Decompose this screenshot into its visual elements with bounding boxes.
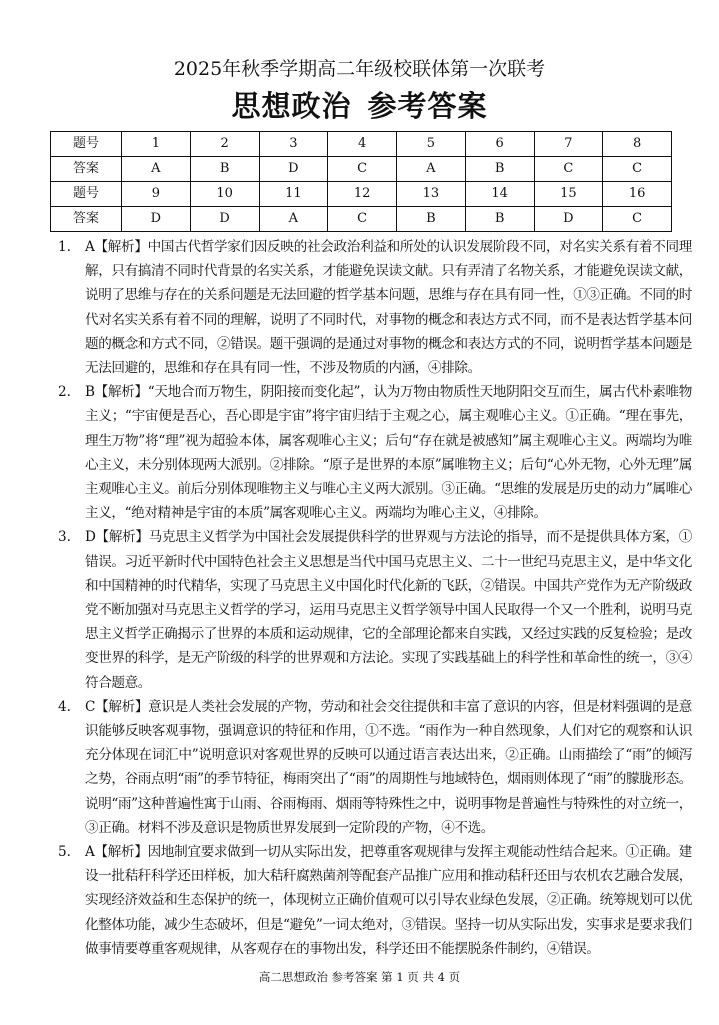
answer-table-body	[51, 132, 672, 232]
question-number: 12	[328, 182, 397, 207]
answer-letter: D	[534, 207, 603, 232]
question-number: 11	[259, 182, 328, 207]
item-number: 4.	[58, 698, 71, 715]
page-title	[0, 89, 719, 123]
question-number: 10	[190, 182, 259, 207]
question-number: 15	[534, 182, 603, 207]
answer-letter: A	[259, 207, 328, 232]
question-row	[51, 132, 672, 157]
answer-table	[50, 131, 672, 232]
question-number: 5	[397, 132, 466, 157]
item-number: 2.	[58, 384, 71, 401]
item-number: 3.	[58, 529, 71, 546]
item-text: C【解析】意识是人类社会发展的产物，劳动和社会交往提供和丰富了意识的内容，但是材料强调的是意识能够反映客观事物，强调意识的特征和作用，①不选。“雨作为一种自然现象，人们对它的观察和认识充分体现在词汇中”说明意识对客观世界的反映可以通过语言表达出来，②正确。山雨描绘了“雨”的倾泻之势，谷雨点明“雨”的季节特征，梅雨突出了“雨”的周期性与地域特色，烟雨则体现了“雨”的朦胧形态。说明“雨”这种普遍性寓于山雨、谷雨梅雨、烟雨等特殊性之中，说明事物是普遍性与特殊性的对立统一，③正确。材料不涉及意识是物质世界发展到一定阶段的产物，④不选。	[85, 698, 692, 836]
answer-letter: A	[397, 157, 466, 182]
explanations	[58, 235, 692, 961]
item-number: 5.	[58, 844, 71, 861]
question-number: 1	[122, 132, 191, 157]
explanation-item	[58, 695, 692, 840]
answer-letter: C	[534, 157, 603, 182]
answer-letter: B	[465, 157, 534, 182]
question-number: 16	[603, 182, 672, 207]
explanation-item	[58, 235, 692, 380]
answer-letter: A	[122, 157, 191, 182]
question-number: 6	[465, 132, 534, 157]
page-footer: 高二思想政治 参考答案 第 1 页 共 4 页	[258, 970, 461, 985]
exam-subtitle: 2025年秋季学期高二年级校联体第一次联考	[173, 58, 546, 80]
question-number: 3	[259, 132, 328, 157]
question-number: 13	[397, 182, 466, 207]
title-answer-key: 参考答案	[367, 89, 488, 123]
answer-row	[51, 157, 672, 182]
explanation-item	[58, 380, 692, 525]
question-number: 4	[328, 132, 397, 157]
answer-letter: D	[190, 207, 259, 232]
answer-letter: C	[328, 157, 397, 182]
question-number: 7	[534, 132, 603, 157]
answer-letter: C	[328, 207, 397, 232]
answer-letter: C	[603, 157, 672, 182]
title-subject: 思想政治	[231, 89, 352, 123]
question-number: 8	[603, 132, 672, 157]
answer-letter: C	[603, 207, 672, 232]
item-text: A【解析】中国古代哲学家们因反映的社会政治利益和所处的认识发展阶段不同，对名实关系有着不同理解，只有搞清不同时代背景的名实关系，才能避免误读文献。只有弄清了名物关系，才能避免误读文献，说明了思维与存在的关系问题是无法回避的哲学基本问题，思维与存在具有同一性，①③正确。不同的时代对名实关系有着不同的理解，说明了不同时代，对事物的概念和表达方式不同，而不是表达哲学基本问题的概念和方式不同，②错误。题干强调的是通过对事物的概念和表达方式的不同，说明哲学基本问题是无法回避的，思维和存在具有同一性，不涉及物质的内涵，④排除。	[85, 239, 692, 377]
item-text: B【解析】“天地合而万物生，阴阳接而变化起”，认为万物由物质性天地阴阳交互而生，属古代朴素唯物主义；“宇宙便是吾心，吾心即是宇宙”将宇宙归结于主观之心，属主观唯心主义。①正确。“理在事先，理生万物”将“理”视为超验本体，属客观唯心主义；后句“存在就是被感知”属主观唯心主义。两端均为唯心主义，未分别体现两大派别。②排除。“原子是世界的本原”属唯物主义；后句“心外无物，心外无理”属主观唯心主义。前后分别体现唯物主义与唯心主义两大派别。③正确。“思维的发展是历史的动力”属唯心主义，“绝对精神是宇宙的本质”属客观唯心主义。两端均为唯心主义，④排除。	[85, 384, 692, 522]
explanation-item	[58, 525, 692, 694]
answer-letter: D	[122, 207, 191, 232]
item-text: D【解析】马克思主义哲学为中国社会发展提供科学的世界观与方法论的指导，而不是提供具体方案，①错误。习近平新时代中国特色社会主义思想是当代中国马克思主义、二十一世纪马克思主义，是中华文化和中国精神的时代精华，实现了马克思主义中国化时代化新的飞跃，②错误。中国共产党作为无产阶级政党不断加强对马克思主义哲学的学习，运用马克思主义哲学领导中国人民取得一个又一个胜利，说明马克思主义哲学正确揭示了世界的本质和运动规律，它的全部理论都来自实践，又经过实践的反复检验；是改变世界的科学，是无产阶级的科学的世界观和方法论。实现了实践基础上的科学性和革命性的统一，③④符合题意。	[85, 529, 692, 691]
question-number: 9	[122, 182, 191, 207]
answer-row	[51, 207, 672, 232]
answer-letter: B	[397, 207, 466, 232]
answer-label: 答案	[51, 157, 122, 182]
question-label: 题号	[51, 132, 122, 157]
answer-letter: B	[190, 157, 259, 182]
item-number: 1.	[58, 239, 71, 255]
question-number: 2	[190, 132, 259, 157]
answer-label: 答案	[51, 207, 122, 232]
item-text: A【解析】因地制宜要求做到一切从实际出发，把尊重客观规律与发挥主观能动性结合起来。①正确。建设一批秸秆科学还田样板，加大秸秆腐熟菌剂等配套产品推广应用和推动秸秆还田与农机农艺融合发展，实现经济效益和生态保护的统一，体现树立正确价值观可以引导农业绿色发展，②正确。统筹规划可以优化整体功能，减少生态破坏，但是“避免”一词太绝对，③错误。坚持一切从实际出发，实事求是要求我们做事情要尊重客观规律，从客观存在的事物出发，科学还田不能摆脱条件制约，④错误。	[85, 844, 692, 957]
explanation-item	[58, 840, 692, 961]
question-number: 14	[465, 182, 534, 207]
answer-letter: D	[259, 157, 328, 182]
question-label: 题号	[51, 182, 122, 207]
question-row	[51, 182, 672, 207]
answer-letter: B	[465, 207, 534, 232]
